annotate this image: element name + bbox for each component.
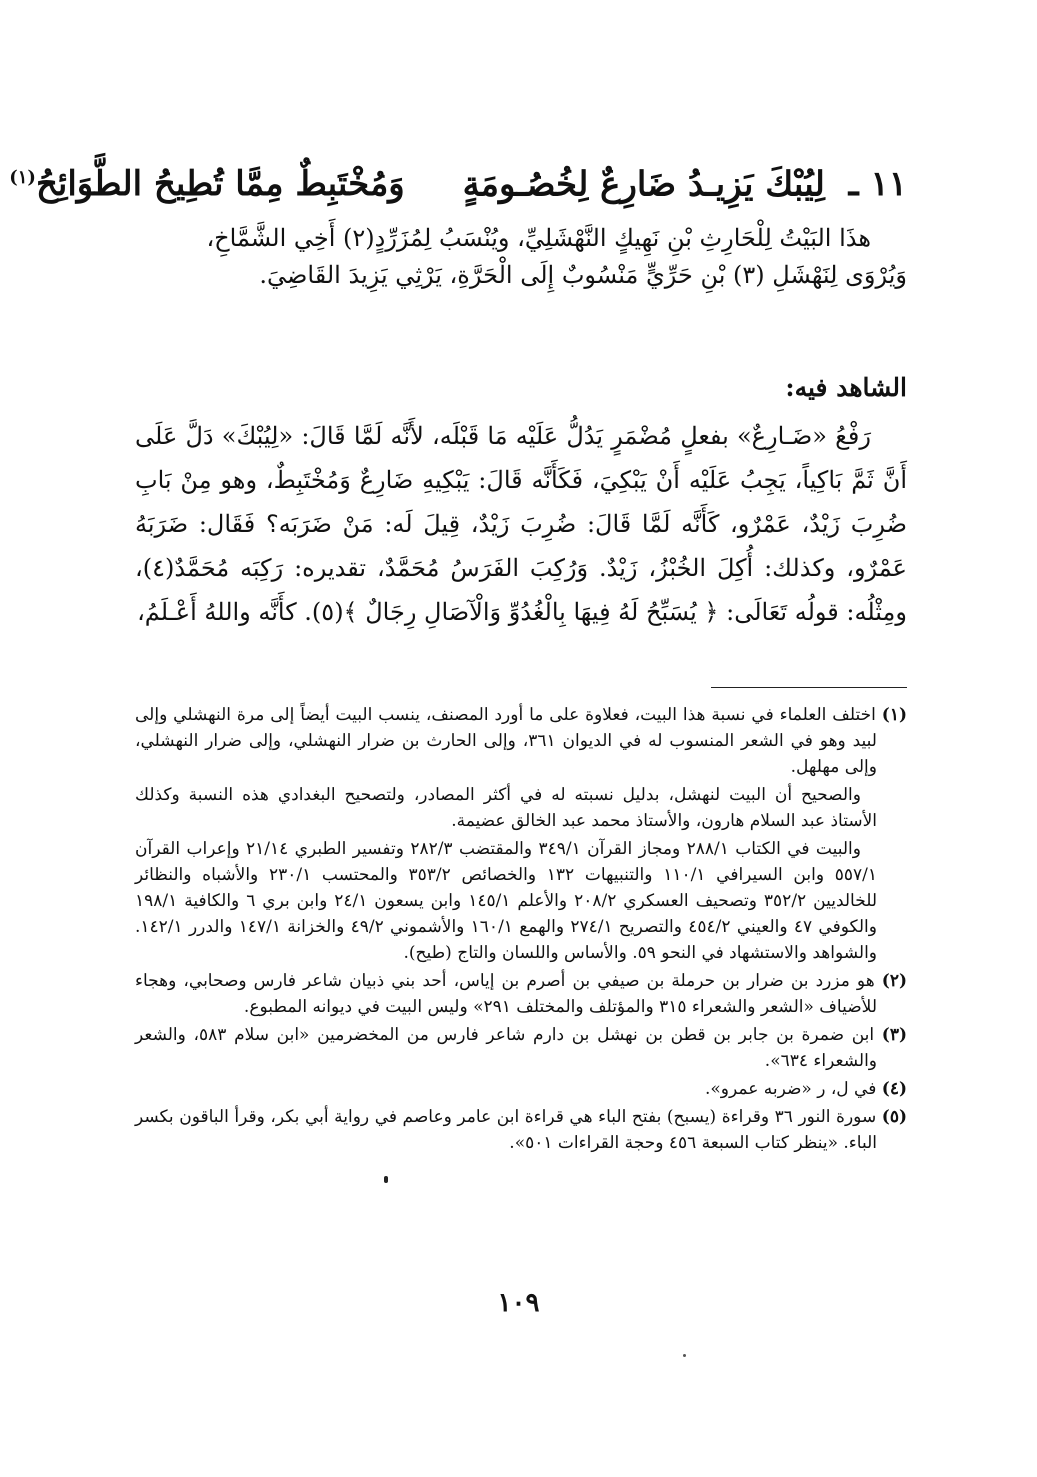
footnote-4 — [135, 1076, 907, 1102]
verse-note-ref: (١) — [9, 167, 36, 188]
verse-hemistich-2: وَمُخْتَبِطٌ مِمَّا تُطِيحُ الطَّوَائِحُ — [35, 164, 405, 205]
footnote-1-paragraph-2: والصحيح أن البيت لنهشل، بدليل نسبته له في أكثر المصادر، ولتصحيح البغدادي هذه النسبة وكذلك الأستاذ عبد السلام هارون، والأستاذ محمد عبد الخالق عضيمة. — [135, 785, 877, 831]
footnote-1-paragraph-3: والبيت في الكتاب ٢٨٨/١ ومجاز القرآن ٣٤٩/١ والمقتضب ٢٨٢/٣ وتفسير الطبري ٢١/١٤ وإعراب القرآن ٥٥٧/١ وابن السيرافي ١١٠/١ والتنبيهات ١٣٢ والخصائص ٣٥٣/٢ والمحتسب ٢٣٠/١ والأشباه والنظائر للخالديين ٣٥٢/٢ وتصحيف العسكري ٢٠٨/٢ والأعلم ١٤٥/١ وابن يسعون ٢٤/١ وابن بري ٦ والكافية ١٩٨/١ والكوفي ٤٧ والعيني ٤٥٤/٢ والتصريح ٢٧٤/١ والهمع ١٦٠/١ والأشموني ٤٩/٢ والخزانة ١٤٧/١ والدرر ١٤٢/١. والشواهد والاستشهاد في النحو ٥٩. والأساس واللسان والتاج (طيح). — [135, 839, 878, 963]
footnote-divider — [711, 687, 907, 688]
intro-paragraph — [135, 220, 907, 294]
footnote-3-text: ابن ضمرة بن جابر بن قطن بن نهشل بن دارم شاعر فارس من المخضرمين «ابن سلام ٥٨٣، والشعر والشعراء ٦٣٤». — [135, 1025, 877, 1071]
footnote-2 — [135, 968, 907, 1020]
verse-number: ١١ ـ — [848, 164, 907, 205]
footnote-4-text: في ل، ر «ضربه عمرو». — [704, 1079, 877, 1099]
footnote-1-number: (١) — [881, 705, 907, 725]
shahid-heading: الشاهد فيه: — [785, 373, 907, 402]
footnote-5-text: سورة النور ٣٦ وقراءة (يسبح) بفتح الباء هي قراءة ابن عامر وعاصم في رواية أبي بكر، وقرأ الباقون بكسر الباء. «ينظر كتاب السبعة ٤٥٦ وحجة القراءات ٥٠١». — [135, 1107, 877, 1153]
verse-line — [9, 148, 907, 214]
footnote-3-number: (٣) — [881, 1025, 907, 1045]
footnote-1 — [135, 702, 907, 780]
ink-speck — [683, 1354, 686, 1357]
page-number: ١٠٩ — [497, 1288, 540, 1318]
footnote-2-text: هو مزرد بن ضرار بن حرملة بن صيفي بن أصرم بن إياس، أحد بني ذبيان شاعر فارس وصحابي، وهجاء للأضياف «الشعر والشعراء ٣١٥ والمؤتلف والمختلف ٢٩١» وليس البيت في ديوانه المطبوع. — [135, 971, 877, 1017]
verse-hemistich-1: لِيُبْكَ يَزِيـدُ ضَارِعٌ لِخُصُـومَةٍ — [462, 164, 825, 205]
ink-speck — [384, 1176, 388, 1183]
footnote-4-number: (٤) — [881, 1079, 907, 1099]
shahid-paragraph — [135, 414, 907, 634]
footnote-5-number: (٥) — [881, 1107, 908, 1127]
footnote-2-number: (٢) — [881, 971, 908, 991]
footnotes — [135, 702, 907, 1158]
footnote-3 — [135, 1022, 907, 1074]
intro-line-1: هذَا البَيْتُ لِلْحَارِثِ بْنِ نَهِيكٍ النَّهْشَلِيِّ، ويُنْسَبُ لِمُزَرِّدٍ(٢) أَخِي الشَّمَّاخِ، — [206, 224, 871, 252]
shahid-text: رَفْعُ «ضَـارِعٌ» بفعلٍ مُضْمَرٍ يَدُلُّ عَلَيْه مَا قَبْلَه، لأَنَّه لَمَّا قَالَ: «لِيُبْكَ» دَلَّ عَلَى أَنَّ ثَمَّ بَاكِياً، يَجِبُ عَلَيْه أَنْ يَبْكِيَ، فَكَأَنَّه قَالَ: يَبْكِيهِ ضَارِعٌ وَمُخْتَبِطٌ، وهو مِنْ بَابِ ضُرِبَ زَيْدٌ، عَمْرٌو، كَأَنَّه لَمَّا قَالَ: ضُرِبَ زَيْدٌ، قِيلَ لَه: مَنْ ضَرَبَه؟ فَقَال: ضَرَبَهُ عَمْرٌو، وكذلك: أُكِلَ الخُبْزُ، زَيْدٌ. وَرُكِبَ الفَرَسُ مُحَمَّدٌ، تقديره: رَكِبَه مُحَمَّدٌ(٤)، ومِثْلُه: قولُه تَعَالَى: ﴿ يُسَبِّحُ لَهُ فِيهَا بِالْغُدُوِّ وَالْآصَالِ رِجَالٌ ﴾(٥). كأَنَّه واللهُ أَعْـلَمُ، — [135, 422, 907, 626]
footnote-5 — [135, 1104, 907, 1156]
intro-line-2: وَيُرْوَى لِنَهْشَلِ (٣) بْنِ حَرِّيٍّ مَنْسُوبٌ إِلَى الْحَرَّةِ، يَرْثِي يَزِيدَ القَاضِيَ. — [259, 261, 907, 289]
footnote-1-text: اختلف العلماء في نسبة هذا البيت، فعلاوة على ما أورد المصنف، ينسب البيت أيضاً إلى مرة النهشلي وإلى لبيد وهو في الشعر المنسوب له في الديوان ٣٦١، وإلى الحارث بن ضرار النهشلي، وإلى ضرار النهشلي، وإلى مهلهل. — [135, 705, 877, 777]
